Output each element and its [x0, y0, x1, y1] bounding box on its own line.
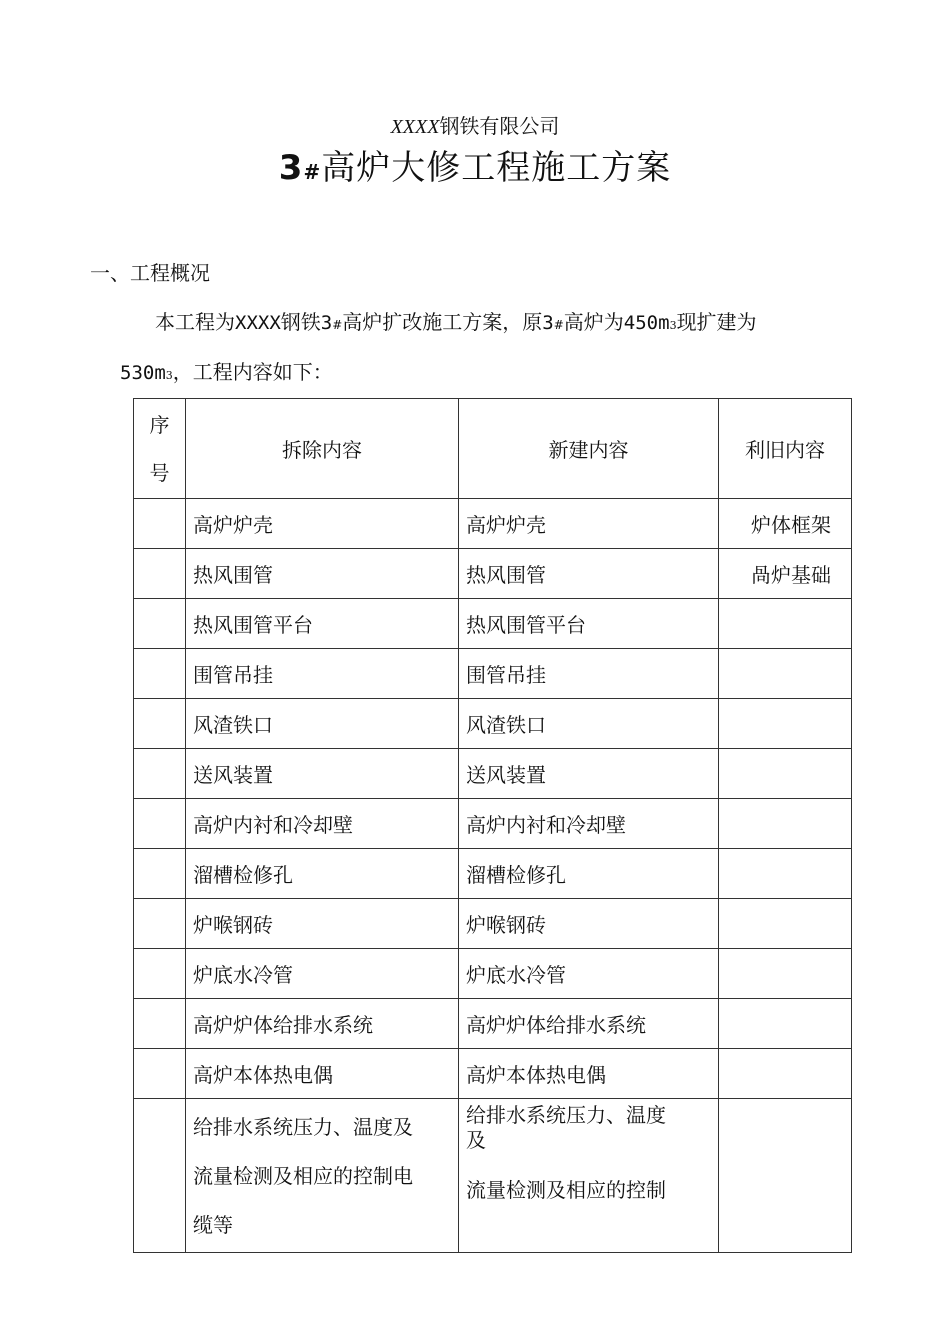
paragraph-segment: 3	[320, 312, 333, 334]
intro-paragraph-line1	[155, 306, 757, 335]
cell-remove: 热风围管	[186, 549, 459, 599]
paragraph-segment: XXXX	[235, 312, 281, 334]
header-reuse: 利旧内容	[719, 399, 852, 499]
table-row	[134, 949, 852, 999]
cell-line: 给排水系统压力、温度及	[193, 1115, 413, 1139]
table-row	[134, 649, 852, 699]
cell-remove: 高炉内衬和冷却壁	[186, 799, 459, 849]
paragraph-segment: #	[553, 318, 564, 332]
paragraph-segment: 530m	[120, 362, 166, 384]
table-header-row	[134, 399, 852, 499]
cell-new: 高炉内衬和冷却壁	[459, 799, 719, 849]
cell-reuse	[719, 999, 852, 1049]
cell-seq	[134, 499, 186, 549]
cell-seq	[134, 799, 186, 849]
cell-new: 溜槽检修孔	[459, 849, 719, 899]
cell-new: 高炉炉壳	[459, 499, 719, 549]
cell-seq	[134, 999, 186, 1049]
cell-reuse	[719, 599, 852, 649]
cell-seq	[134, 649, 186, 699]
cell-new: 炉底水冷管	[459, 949, 719, 999]
cell-remove: 高炉炉体给排水系统	[186, 999, 459, 1049]
cell-reuse	[719, 799, 852, 849]
header-seq-line2: 号	[149, 460, 170, 485]
table-row	[134, 749, 852, 799]
cell-remove: 围管吊挂	[186, 649, 459, 699]
table-row	[134, 1099, 852, 1253]
table-row	[134, 499, 852, 549]
document-title	[0, 140, 950, 189]
header-new: 新建内容	[459, 399, 719, 499]
header-seq-line1: 序	[149, 412, 170, 437]
cell-seq	[134, 599, 186, 649]
cell-line: 流量检测及相应的控制	[466, 1178, 666, 1202]
cell-remove: 炉底水冷管	[186, 949, 459, 999]
cell-remove: 炉喉钢砖	[186, 899, 459, 949]
cell-reuse: 炉体框架	[719, 499, 852, 549]
scope-table	[133, 398, 852, 1253]
cell-reuse	[719, 649, 852, 699]
cell-seq	[134, 749, 186, 799]
cell-seq	[134, 849, 186, 899]
cell-reuse: 咼炉基础	[719, 549, 852, 599]
table-row	[134, 549, 852, 599]
table-row	[134, 899, 852, 949]
company-name	[0, 110, 950, 139]
cell-new: 高炉炉体给排水系统	[459, 999, 719, 1049]
cell-remove	[186, 1099, 459, 1253]
cell-reuse	[719, 849, 852, 899]
intro-paragraph-line2	[120, 356, 333, 385]
cell-reuse	[719, 749, 852, 799]
cell-seq	[134, 549, 186, 599]
cell-remove: 送风装置	[186, 749, 459, 799]
paragraph-segment: ，工程内容如下：	[172, 360, 333, 384]
cell-reuse	[719, 949, 852, 999]
cell-seq	[134, 949, 186, 999]
paragraph-segment: 钢铁	[280, 310, 321, 334]
cell-line: 给排水系统压力、温度	[466, 1103, 666, 1127]
paragraph-segment: 450m	[623, 312, 670, 334]
table-row	[134, 599, 852, 649]
cell-line	[466, 1153, 711, 1178]
table-row	[134, 699, 852, 749]
cell-remove: 热风围管平台	[186, 599, 459, 649]
cell-seq	[134, 1099, 186, 1253]
company-suffix: 钢铁有限公司	[439, 114, 560, 138]
paragraph-segment: 高炉扩改施工方案，原	[342, 310, 543, 334]
header-seq	[134, 399, 186, 499]
cell-new: 送风装置	[459, 749, 719, 799]
paragraph-segment: 3	[542, 312, 554, 334]
cell-new: 炉喉钢砖	[459, 899, 719, 949]
cell-new: 高炉本体热电偶	[459, 1049, 719, 1099]
cell-reuse	[719, 1049, 852, 1099]
cell-remove: 高炉本体热电偶	[186, 1049, 459, 1099]
title-hash: #	[303, 160, 322, 184]
cell-line: 及	[466, 1128, 486, 1152]
table-row	[134, 1049, 852, 1099]
title-number: 3	[278, 148, 304, 188]
cell-new: 热风围管平台	[459, 599, 719, 649]
header-remove: 拆除内容	[186, 399, 459, 499]
cell-reuse	[719, 699, 852, 749]
cell-line: 流量检测及相应的控制电	[193, 1164, 413, 1188]
paragraph-segment: 本工程为	[155, 310, 235, 334]
company-prefix: XXXX	[390, 116, 440, 138]
cell-new	[459, 1099, 719, 1253]
paragraph-segment: #	[332, 318, 343, 332]
cell-seq	[134, 699, 186, 749]
cell-new: 围管吊挂	[459, 649, 719, 699]
cell-new: 热风围管	[459, 549, 719, 599]
cell-seq	[134, 1049, 186, 1099]
table-row	[134, 999, 852, 1049]
cell-reuse	[719, 899, 852, 949]
cell-reuse	[719, 1099, 852, 1253]
paragraph-segment: 3	[669, 319, 677, 332]
table-row	[134, 799, 852, 849]
paragraph-segment: 3	[165, 369, 173, 382]
cell-remove: 溜槽检修孔	[186, 849, 459, 899]
cell-new: 风渣铁口	[459, 699, 719, 749]
title-text: 高炉大修工程施工方案	[321, 148, 672, 188]
cell-remove: 风渣铁口	[186, 699, 459, 749]
cell-line: 缆等	[193, 1213, 233, 1237]
section-heading: 一、工程概况	[90, 261, 210, 285]
paragraph-segment: 高炉为	[563, 310, 624, 334]
cell-remove: 高炉炉壳	[186, 499, 459, 549]
paragraph-segment: 现扩建为	[676, 310, 757, 334]
cell-seq	[134, 899, 186, 949]
table-row	[134, 849, 852, 899]
